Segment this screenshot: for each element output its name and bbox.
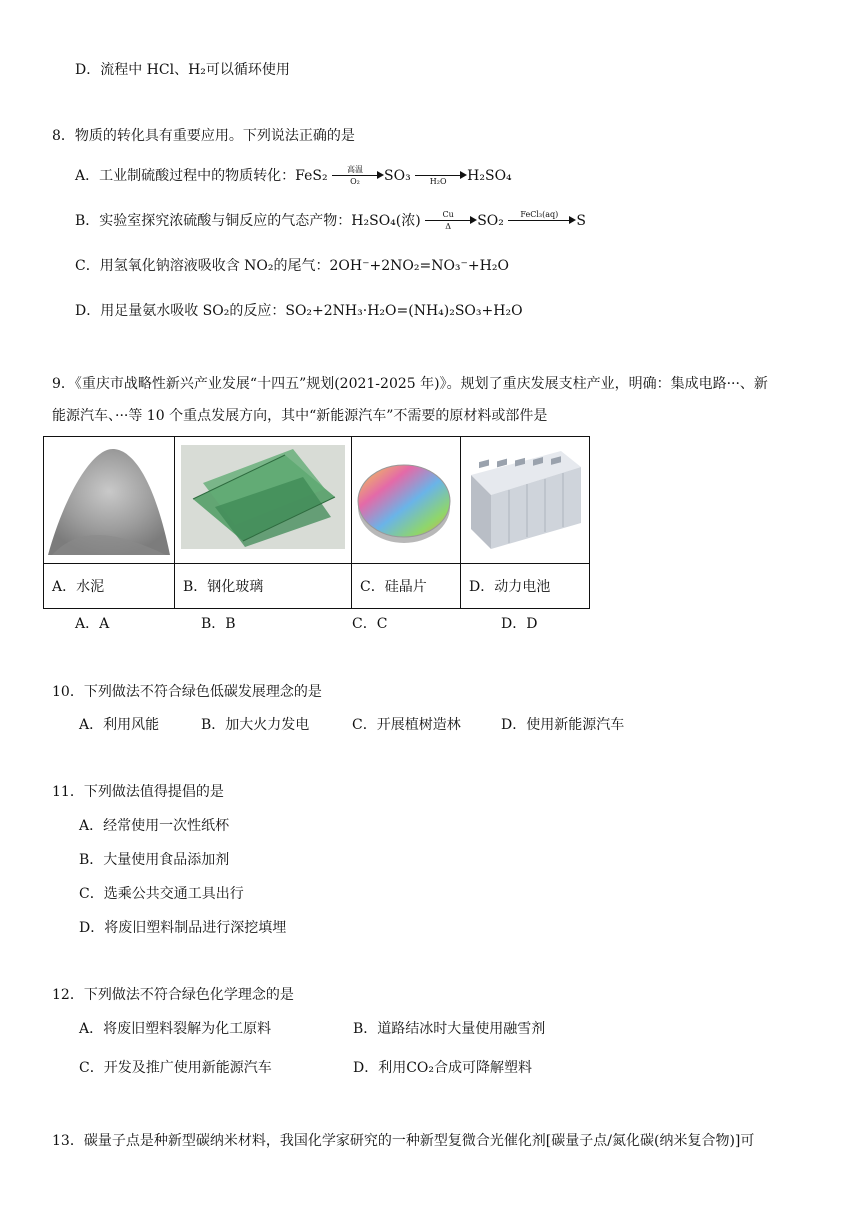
q11-option-c: C．选乘公共交通工具出行 (79, 886, 244, 902)
silicon-wafer-icon (352, 437, 460, 559)
q9-table-label-a: A．水泥 (44, 564, 175, 609)
q10-option-b: B．加大火力发电 (201, 717, 310, 733)
q8-stem: 8．物质的转化具有重要应用。下列说法正确的是 (52, 128, 355, 144)
reaction-arrow-icon: 高温 O₂ (332, 166, 384, 186)
q12-option-d: D．利用CO₂合成可降解塑料 (353, 1060, 533, 1076)
q11-option-a: A．经常使用一次性纸杯 (79, 818, 230, 834)
q9-table-label-d: D．动力电池 (461, 564, 590, 609)
q9-answer-d: D．D (501, 616, 538, 632)
q12-option-a: A．将废旧塑料裂解为化工原料 (79, 1021, 272, 1037)
q8-d-prefix: D．用足量氨水吸收 SO₂的反应： (75, 303, 286, 319)
q8-b-prefix: B．实验室探究浓硫酸与铜反应的气态产物： (75, 213, 352, 229)
q11-stem: 11．下列做法值得提倡的是 (52, 784, 224, 800)
cement-powder-icon (44, 437, 174, 559)
tempered-glass-icon (175, 437, 351, 559)
q10-option-a: A．利用风能 (79, 717, 160, 733)
q7-option-d: D．流程中 HCl、H₂可以循环使用 (75, 62, 290, 78)
q9-table-label-c: C．硅晶片 (352, 564, 461, 609)
q8-b-s: S (576, 213, 586, 229)
power-battery-icon (461, 437, 589, 559)
q9-answer-c: C．C (352, 616, 388, 632)
battery-image-cell (461, 437, 590, 564)
q8-a-prefix: A．工业制硫酸过程中的物质转化： (75, 168, 296, 184)
q12-option-b: B．道路结冰时大量使用融雪剂 (353, 1021, 546, 1037)
q9-materials-table (43, 436, 590, 609)
q8-a-fes2: FeS₂ (295, 168, 328, 184)
q8-option-a (75, 166, 512, 186)
q13-stem: 13．碳量子点是种新型碳纳米材料，我国化学家研究的一种新型复微合光催化剂[碳量子点/氮化碳(纳米复合物)]可 (52, 1133, 755, 1149)
q8-a-h2so4: H₂SO₄ (467, 168, 512, 184)
q9-stem-line1: 9．《重庆市战略性新兴产业发展“十四五”规划(2021-2025 年)》。规划了重庆发展支柱产业，明确：集成电路···、新 (52, 376, 768, 392)
q11-option-d: D．将废旧塑料制品进行深挖填埋 (79, 920, 287, 936)
q9-answer-b: B．B (201, 616, 236, 632)
q10-option-c: C．开展植树造林 (352, 717, 461, 733)
q10-option-d: D．使用新能源汽车 (501, 717, 625, 733)
reaction-arrow-icon: H₂O (415, 166, 467, 186)
glass-image-cell (175, 437, 352, 564)
reaction-arrow-icon: $\frac{Cu}{\Delta}$ (425, 211, 477, 231)
q8-option-d (75, 301, 523, 321)
q8-c-prefix: C．用氢氧化钠溶液吸收含 NO₂的尾气： (75, 258, 330, 274)
q9-table-label-b: B．钢化玻璃 (175, 564, 352, 609)
wafer-image-cell (352, 437, 461, 564)
q12-stem: 12．下列做法不符合绿色化学理念的是 (52, 987, 294, 1003)
q9-stem-line2: 能源汽车、···等 10 个重点发展方向，其中“新能源汽车”不需要的原材料或部件是 (52, 408, 548, 424)
q12-option-c: C．开发及推广使用新能源汽车 (79, 1060, 272, 1076)
q11-option-b: B．大量使用食品添加剂 (79, 852, 230, 868)
q8-a-so3: SO₃ (384, 168, 411, 184)
q8-option-c (75, 256, 509, 276)
q8-b-start: H₂SO₄(浓) (351, 213, 421, 229)
q8-b-so2: SO₂ (477, 213, 504, 229)
q8-d-equation: SO₂+2NH₃·H₂O=(NH₄)₂SO₃+H₂O (285, 303, 523, 319)
reaction-arrow-icon: FeCl₃(aq) (508, 211, 576, 231)
q10-stem: 10．下列做法不符合绿色低碳发展理念的是 (52, 684, 322, 700)
q8-option-b (75, 211, 586, 231)
q8-c-equation: 2OH⁻+2NO₂=NO₃⁻+H₂O (329, 258, 509, 274)
cement-image-cell (44, 437, 175, 564)
q9-answer-a: A．A (75, 616, 110, 632)
